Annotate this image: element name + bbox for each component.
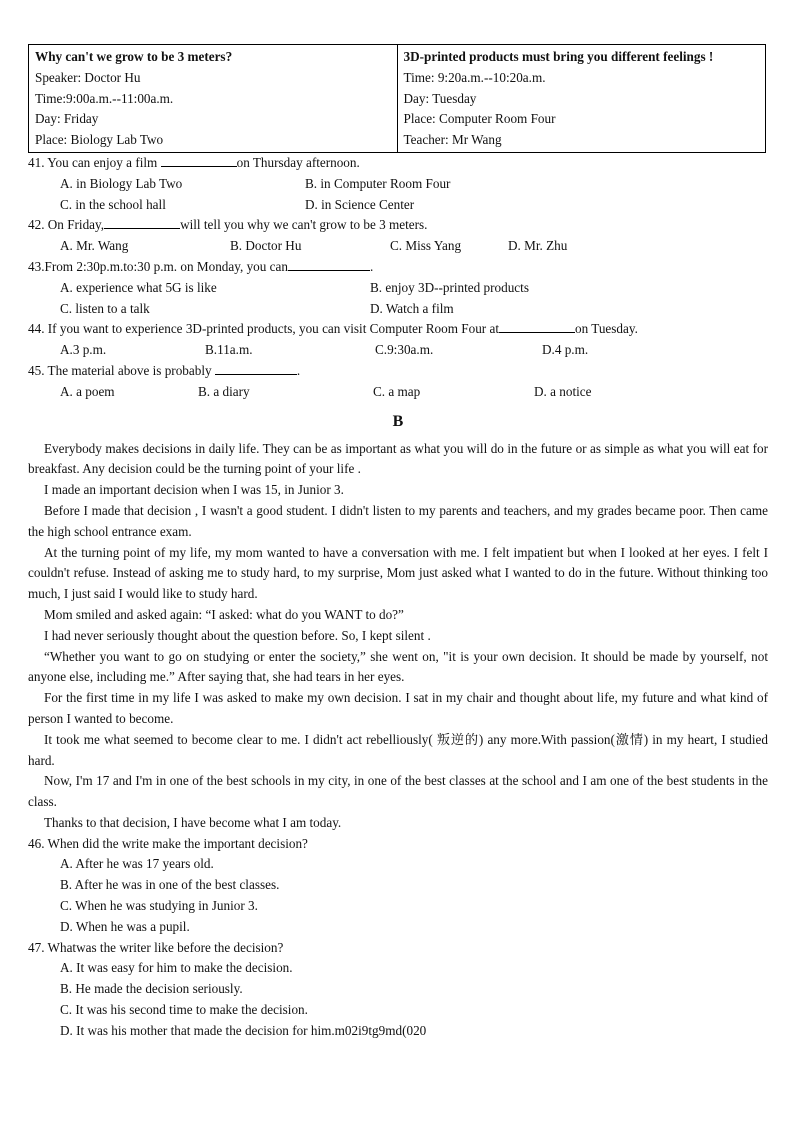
option: C. It was his second time to make the decision. [60,1002,308,1018]
section-heading: B [392,412,404,430]
option: B. He made the decision seriously. [60,981,243,997]
question-text: on Tuesday. [575,321,638,337]
passage-paragraph: Before I made that decision , I wasn't a good student. I didn't listen to my parents and teachers, and my grades became poor. Then came the high school entrance exam. [28,502,768,539]
printing-day: Day: Tuesday [403,90,477,106]
question-text: 42. On Friday, [28,217,105,233]
passage-paragraph: At the turning point of my life, my mom wanted to have a conversation with me. I felt impatient but when I looked at her eyes. I felt I couldn't refuse. Instead of asking me to study hard, to my surprise, Mom just asked what I wanted to do in the future. Without thinking too much, I just said I would like to study hard. [28,544,768,602]
question-text: 41. You can enjoy a film [28,154,161,170]
passage-paragraph: I made an important decision when I was 15, in Junior 3. [44,482,344,498]
printing-title: 3D-printed products must bring you different feelings ! [403,49,714,64]
question-44 [28,319,768,340]
answer-blank [161,153,237,167]
option: B. enjoy 3D--printed products [370,279,529,295]
exam-page [28,44,768,1042]
passage-paragraph: For the first time in my life I was asked to make my own decision. I sat in my chair and thought about life, my future and what kind of person I wanted to become. [28,690,768,726]
printing-event-cell [397,45,766,153]
talk-speaker: Speaker: Doctor Hu [35,69,141,85]
option: D.4 p.m. [542,342,589,358]
option: D. a notice [534,383,592,399]
options-44 [28,340,768,361]
talk-title: Why can't we grow to be 3 meters? [35,49,233,64]
question-text: 43.From 2:30p.m.to:30 p.m. on Monday, you can [28,258,288,274]
option: B. in Computer Room Four [305,175,451,191]
passage-paragraph: “Whether you want to go on studying or enter the society,” she went on, "it is your own decision. It should be made by yourself, not anyone else, including me.” After saying that, she had tears in her eyes. [28,648,768,685]
question-text: 44. If you want to experience 3D-printed products, you can visit Computer Room Four at [28,321,499,337]
question-45 [28,361,768,382]
options-43 [28,278,768,299]
passage-paragraph: Thanks to that decision, I have become what I am today. [44,814,342,830]
option: B. Doctor Hu [230,238,302,254]
passage-paragraph: Now, I'm 17 and I'm in one of the best schools in my city, in one of the best classes at the school and I am one of the best students in the class. [28,773,768,810]
question-41 [28,153,768,174]
option: A. Mr. Wang [60,238,129,254]
answer-blank [288,257,370,271]
question-text: will tell you why we can't grow to be 3 meters. [180,217,428,233]
option: C. in the school hall [60,196,166,212]
talk-place: Place: Biology Lab Two [35,132,164,148]
option: D. in Science Center [305,196,415,212]
passage-paragraph: It took me what seemed to become clear to me. I didn't act rebelliously( 叛逆的) any more.With passion(激情) in my heart, I studied hard. [28,731,768,768]
passage-paragraph: Everybody makes decisions in daily life. They can be as important as what you will do in the future or as simple as what you will eat for breakfast. Any decision could be the turning point of your life . [28,440,768,477]
printing-teacher: Teacher: Mr Wang [403,132,502,148]
option: A. After he was 17 years old. [60,856,214,872]
option: A. experience what 5G is like [60,279,217,295]
question-text: . [369,258,374,274]
talk-time: Time:9:00a.m.--11:00a.m. [35,90,174,106]
option: C. a map [373,383,421,399]
options-41 [28,174,768,195]
passage-paragraph: Mom smiled and asked again: “I asked: what do you WANT to do?” [44,606,404,622]
option: D. It was his mother that made the decision for him.m02i9tg9md(020 [60,1022,427,1038]
options-42 [28,236,768,257]
question-47: 47. Whatwas the writer like before the decision? [28,939,284,955]
question-43 [28,257,768,278]
printing-time: Time: 9:20a.m.--10:20a.m. [403,69,546,85]
answer-blank [499,319,575,333]
option: D. Mr. Zhu [508,238,568,254]
talk-day: Day: Friday [35,111,99,127]
talk-event-cell [29,45,398,153]
option: C.9:30a.m. [375,342,434,358]
answer-blank [104,215,180,229]
options-45 [28,382,768,403]
option: D. When he was a pupil. [60,918,190,934]
option: A.3 p.m. [60,342,107,358]
question-text: on Thursday afternoon. [236,154,360,170]
option: A. a poem [60,383,115,399]
option: C. When he was studying in Junior 3. [60,898,258,914]
question-46: 46. When did the write make the important decision? [28,835,308,851]
option: C. listen to a talk [60,300,150,316]
question-text: 45. The material above is probably [28,362,215,378]
option: A. in Biology Lab Two [60,175,183,191]
options-41-cd [28,195,768,216]
option: A. It was easy for him to make the decision. [60,960,293,976]
option: C. Miss Yang [390,238,462,254]
event-table [28,44,766,153]
option: B. a diary [198,383,250,399]
question-42 [28,215,768,236]
reading-passage [28,439,768,834]
option: B. After he was in one of the best classes. [60,877,280,893]
passage-paragraph: I had never seriously thought about the question before. So, I kept silent . [44,627,431,643]
question-text: . [296,362,301,378]
option: B.11a.m. [205,342,253,358]
answer-blank [215,361,297,375]
option: D. Watch a film [370,300,454,316]
printing-place: Place: Computer Room Four [403,111,556,127]
options-43-cd [28,299,768,320]
